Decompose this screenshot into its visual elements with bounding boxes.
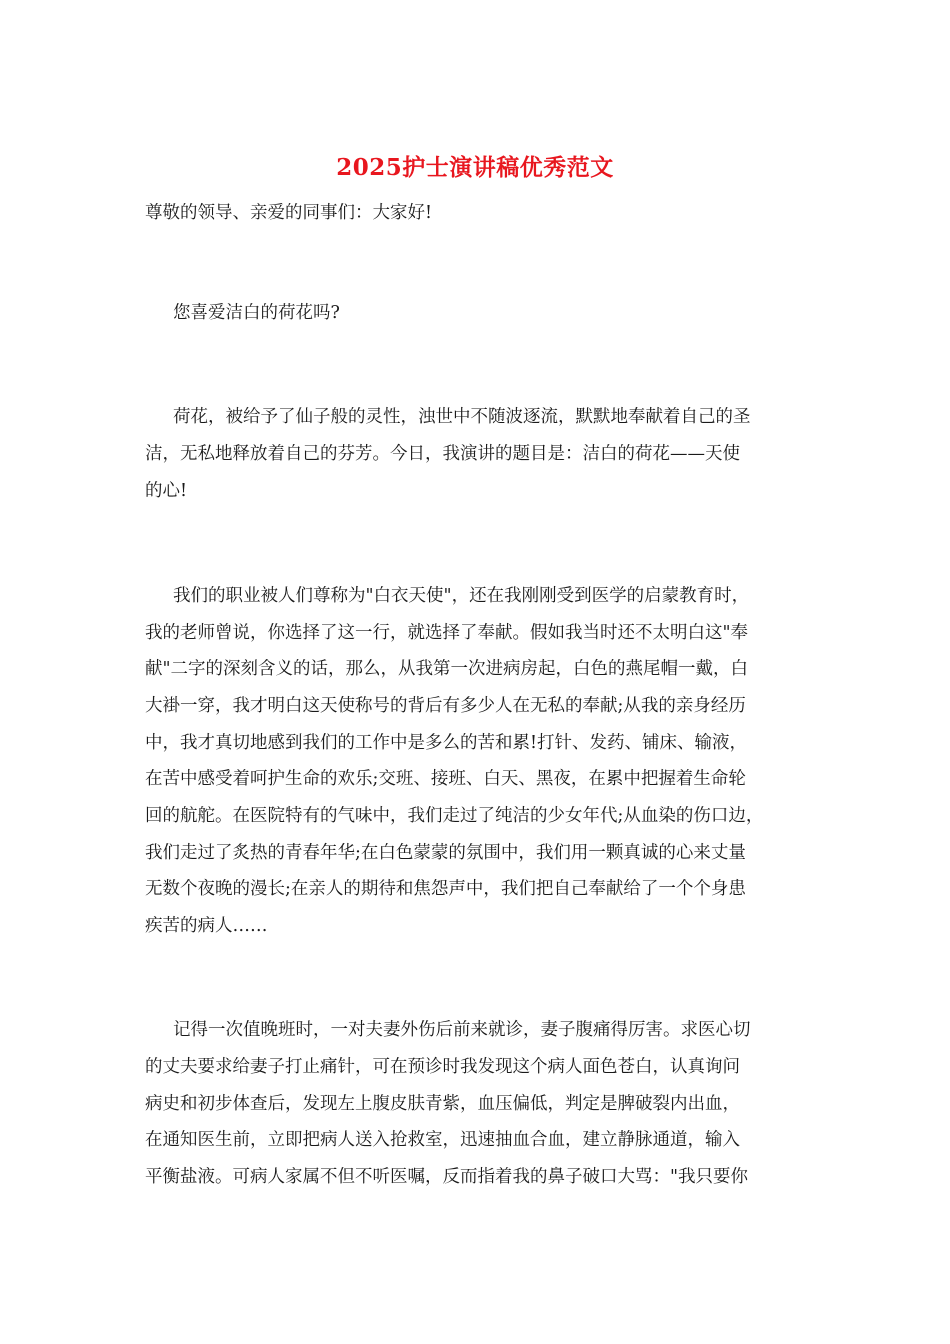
paragraph-line: 疾苦的病人…… <box>145 916 268 936</box>
paragraph-line: 记得一次值晚班时，一对夫妻外伤后前来就诊，妻子腹痛得厉害。求医心切 <box>173 1020 751 1040</box>
paragraph-line: 回的航舵。在医院特有的气味中，我们走过了纯洁的少女年代;从血染的伤口边， <box>145 806 764 826</box>
paragraph-line: 我们走过了炙热的青春年华;在白色蒙蒙的氛围中，我们用一颗真诚的心来丈量 <box>145 843 746 863</box>
paragraph-line: 献"二字的深刻含义的话，那么，从我第一次进病房起，白色的燕尾帽一戴，白 <box>145 659 749 679</box>
paragraph-line: 无数个夜晚的漫长;在亲人的期待和焦怨声中，我们把自己奉献给了一个个身患 <box>145 879 746 899</box>
paragraph-line: 的心! <box>145 481 188 501</box>
paragraph-line: 平衡盐液。可病人家属不但不听医嘱，反而指着我的鼻子破口大骂："我只要你 <box>145 1167 749 1187</box>
paragraph-line: 病史和初步体查后，发现左上腹皮肤青紫，血压偏低，判定是脾破裂内出血， <box>145 1094 740 1114</box>
paragraph-line: 在苦中感受着呵护生命的欢乐;交班、接班、白天、黑夜，在累中把握着生命轮 <box>145 769 746 789</box>
paragraph-line: 大褂一穿，我才明白这天使称号的背后有多少人在无私的奉献;从我的亲身经历 <box>145 696 746 716</box>
paragraph-line: 我的老师曾说，你选择了这一行，就选择了奉献。假如我当时还不太明白这"奉 <box>145 623 749 643</box>
paragraph-line: 在通知医生前，立即把病人送入抢救室，迅速抽血合血，建立静脉通道，输入 <box>145 1130 740 1150</box>
document-title: 2025护士演讲稿优秀范文 <box>336 154 614 181</box>
paragraph-line: 您喜爱洁白的荷花吗? <box>173 303 340 323</box>
paragraph-line: 的丈夫要求给妻子打止痛针，可在预诊时我发现这个病人面色苍白，认真询问 <box>145 1057 740 1077</box>
paragraph-line: 洁，无私地释放着自己的芬芳。今日，我演讲的题目是：洁白的荷花——天使 <box>145 444 740 464</box>
paragraph-line: 我们的职业被人们尊称为"白衣天使"，还在我刚刚受到医学的启蒙教育时， <box>173 586 750 606</box>
paragraph-line: 中，我才真切地感到我们的工作中是多么的苦和累!打针、发药、铺床、输液， <box>145 733 748 753</box>
greeting-line: 尊敬的领导、亲爱的同事们：大家好! <box>145 203 433 223</box>
paragraph-line: 荷花，被给予了仙子般的灵性，浊世中不随波逐流，默默地奉献着自己的圣 <box>173 407 751 427</box>
